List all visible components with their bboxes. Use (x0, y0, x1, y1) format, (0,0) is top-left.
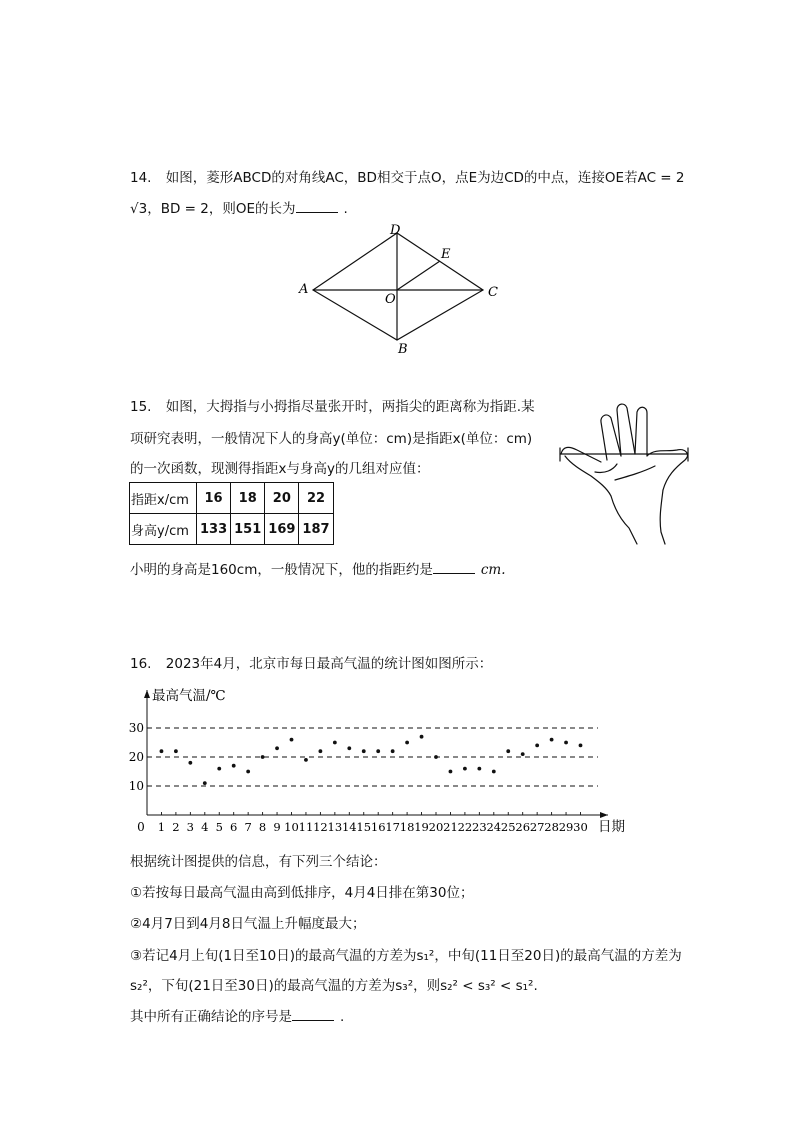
data-point (550, 738, 554, 742)
temperature-chart (128, 680, 648, 840)
x-tick-label: 16 (370, 820, 386, 834)
table-cell: 151 (231, 514, 265, 545)
data-point (521, 752, 525, 756)
q16-end: . (340, 1009, 345, 1025)
data-point (391, 749, 395, 753)
data-point (362, 749, 366, 753)
q16-final-text: 其中所有正确结论的序号是 (130, 1009, 292, 1025)
q15-line4 (130, 558, 506, 578)
x-tick-label: 14 (341, 820, 357, 834)
q15-text-line1: 如图，大拇指与小拇指尽量张开时，两指尖的距离称为指距.某 (165, 399, 535, 415)
q16-number: 16. (130, 656, 152, 672)
q16-intro: 根据统计图提供的信息，有下列三个结论： (130, 854, 387, 870)
q15-text-line3: 的一次函数，现测得指距x与身高y的几组对应值： (130, 461, 430, 477)
label-c: C (488, 285, 498, 300)
x-tick-label: 22 (457, 820, 473, 834)
y-tick-label: 30 (128, 721, 144, 735)
origin-label: 0 (137, 820, 145, 834)
q14-line1 (130, 166, 684, 186)
rhombus-outline (313, 233, 483, 340)
q14-text-line1: 如图，菱形ABCD的对角线AC，BD相交于点O，点E为边CD的中点，连接OE若AC = 2 (165, 170, 685, 186)
q15-text-line2: 项研究表明，一般情况下人的身高y(单位：cm)是指距x(单位：cm) (130, 431, 533, 447)
q16-conclusion-3b: s₂²，下旬(21日至30日)的最高气温的方差为s₃²，则s₂² < s₃² < s₁². (130, 978, 538, 994)
x-tick-label: 24 (486, 820, 502, 834)
x-tick-label: 11 (298, 820, 314, 834)
y-axis-label: 最高气温/℃ (152, 688, 226, 704)
data-point (535, 744, 539, 748)
data-point (506, 749, 510, 753)
x-tick-label: 7 (244, 820, 252, 834)
table-cell: 16 (197, 483, 231, 514)
x-tick-label: 20 (428, 820, 444, 834)
q14-answer-blank[interactable] (296, 200, 338, 213)
table-cell: 169 (265, 514, 299, 545)
q16-answer-blank[interactable] (292, 1008, 334, 1021)
table-header-span: 指距x/cm (130, 483, 197, 514)
x-tick-label: 28 (544, 820, 559, 834)
q14-line2 (130, 197, 348, 217)
q15-unit: cm. (480, 562, 506, 578)
table-cell: 20 (265, 483, 299, 514)
x-tick-label: 5 (215, 820, 223, 834)
data-point (290, 738, 294, 742)
data-point (405, 741, 409, 745)
data-point (275, 746, 279, 750)
q16-text-line1: 2023年4月，北京市每日最高气温的统计图如图所示： (165, 656, 493, 672)
table-cell: 18 (231, 483, 265, 514)
data-point (376, 749, 380, 753)
q14-root: √3 (130, 201, 148, 217)
y-tick-label: 10 (128, 779, 144, 793)
table-cell: 133 (197, 514, 231, 545)
x-tick-label: 15 (356, 820, 372, 834)
segment-oe (397, 261, 440, 290)
data-point (261, 755, 265, 759)
data-point (579, 744, 583, 748)
q14-text-line2: ，BD = 2，则OE的长为 (147, 201, 296, 217)
x-tick-label: 30 (573, 820, 588, 834)
x-tick-label: 25 (500, 820, 516, 834)
x-tick-label: 13 (327, 820, 343, 834)
q14-number: 14. (130, 170, 152, 186)
data-point (304, 758, 308, 762)
data-point (492, 770, 496, 774)
table-cell: 22 (299, 483, 333, 514)
x-tick-label: 6 (230, 820, 238, 834)
x-tick-label: 1 (157, 820, 166, 834)
q14-end: . (343, 201, 348, 217)
data-point (232, 764, 236, 768)
x-tick-label: 17 (385, 820, 400, 834)
x-tick-label: 26 (515, 820, 531, 834)
q16-conclusion-1: ①若按每日最高气温由高到低排序，4月4日排在第30位； (130, 885, 474, 901)
finger-span-table (129, 482, 334, 545)
data-point (463, 767, 467, 771)
data-point (217, 767, 221, 771)
data-point (449, 770, 453, 774)
q15-number: 15. (130, 399, 152, 415)
table-cell: 187 (299, 514, 333, 545)
label-d: D (390, 223, 401, 238)
q16-conclusion-3a: ③若记4月上旬(1日至10日)的最高气温的方差为s₁²，中旬(11日至20日)的最高气温的方差为 (130, 948, 682, 964)
q16-final (130, 1005, 344, 1025)
x-tick-label: 12 (313, 820, 328, 834)
data-point (174, 749, 178, 753)
label-o: O (385, 292, 396, 307)
q15-text-line4: 小明的身高是160cm，一般情况下，他的指距约是 (130, 562, 433, 578)
data-point (347, 746, 351, 750)
q16-conclusion-2: ②4月7日到4月8日气温上升幅度最大； (130, 916, 366, 932)
x-tick-label: 29 (558, 820, 574, 834)
q16-line1 (130, 652, 492, 672)
x-tick-label: 19 (414, 820, 429, 834)
x-axis-arrow (600, 812, 608, 818)
data-point (564, 741, 568, 745)
data-point (160, 749, 164, 753)
x-tick-label: 4 (201, 820, 209, 834)
data-point (477, 767, 481, 771)
table-row (130, 483, 334, 514)
data-point (434, 755, 438, 759)
data-point (333, 741, 337, 745)
data-point (319, 749, 323, 753)
q15-answer-blank[interactable] (433, 561, 475, 574)
x-tick-label: 2 (172, 820, 180, 834)
label-e: E (441, 247, 451, 262)
data-point (246, 770, 250, 774)
table-row (130, 514, 334, 545)
hand-illustration (555, 398, 695, 548)
x-tick-label: 21 (443, 820, 458, 834)
data-point (420, 735, 424, 739)
x-tick-label: 23 (472, 820, 487, 834)
x-tick-label: 8 (258, 820, 267, 834)
x-tick-label: 27 (529, 820, 545, 834)
label-a: A (299, 282, 309, 297)
y-axis-arrow (144, 690, 150, 698)
y-tick-label: 20 (128, 750, 144, 764)
rhombus-diagram (290, 218, 510, 358)
label-b: B (398, 342, 408, 357)
x-tick-label: 18 (399, 820, 415, 834)
x-tick-label: 10 (284, 820, 299, 834)
data-point (203, 781, 207, 785)
x-axis-label: 日期 (598, 819, 625, 835)
x-tick-label: 9 (273, 820, 281, 834)
data-point (188, 761, 192, 765)
x-tick-label: 3 (186, 820, 195, 834)
table-header-height: 身高y/cm (130, 514, 197, 545)
q15-line1 (130, 395, 535, 415)
